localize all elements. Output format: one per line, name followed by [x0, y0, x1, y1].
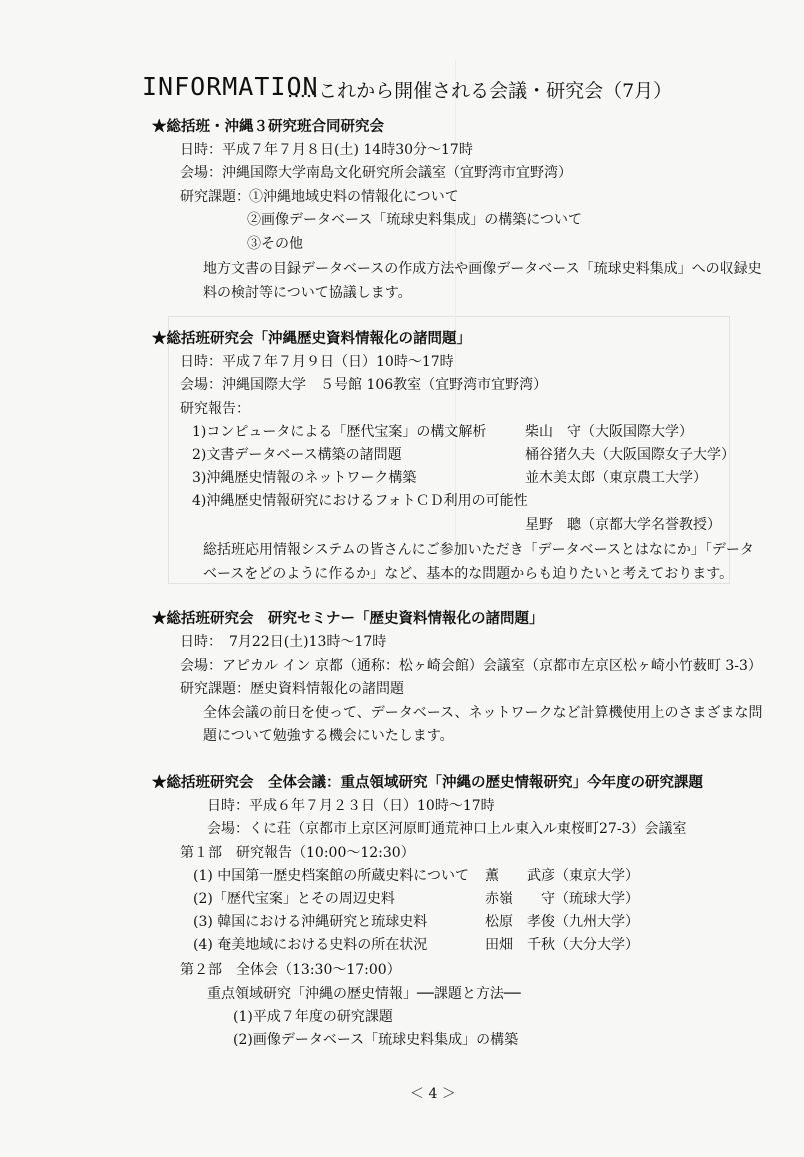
- section4-part1-2-presenter: 赤嶺 守（琉球大学）: [485, 891, 639, 907]
- section2-report-3-presenter: 並木美太郎（東京農工大学）: [525, 470, 707, 486]
- section2-report-4-title: 4)沖縄歴史情報研究におけるフォトＣＤ利用の可能性: [192, 493, 528, 509]
- section4-date: 日時：平成６年７月２３日（日）10時～17時: [207, 798, 495, 814]
- section4-heading: ★総括班研究会 全体会議：重点領域研究「沖縄の歴史情報研究」今年度の研究課題: [152, 774, 703, 791]
- section3-venue: 会場：アピカル イン 京都（通称：松ヶ崎会館）会議室（京都市左京区松ヶ崎小竹薮町 3-3）: [180, 658, 762, 674]
- section4-part1-label: 第１部 研究報告（10:00～12:30）: [180, 845, 415, 861]
- section4-part1-3-title: (3) 韓国における沖縄研究と琉球史料: [193, 914, 428, 930]
- section4-part2-title: 重点領域研究「沖縄の歴史情報」──課題と方法──: [207, 986, 521, 1002]
- section4-part1-1-presenter: 薫 武彦（東京大学）: [485, 868, 639, 884]
- section4-part1-4-presenter: 田畑 千秋（大分大学）: [485, 937, 639, 953]
- section4-part2-label: 第２部 全体会（13:30～17:00）: [180, 962, 401, 978]
- section4-part1-1-title: (1) 中国第一歴史档案館の所蔵史料について: [193, 868, 470, 884]
- section2-report-4-presenter: 星野 聰（京都大学名誉教授）: [525, 517, 721, 533]
- page-number: ＜ 4 ＞: [410, 1086, 456, 1102]
- section2-report-1-presenter: 柴山 守（大阪国際大学）: [525, 424, 693, 440]
- section1-topics-label: 研究課題：: [180, 189, 250, 205]
- header-title-jp: …..これから開催される会議・研究会（7月）: [287, 80, 673, 102]
- section3-desc-2: 題について勉強する機会にいたします。: [203, 728, 454, 744]
- section3-date: 日時： 7月22日(土)13時～17時: [180, 634, 387, 650]
- section3-topic: 研究課題：歴史資料情報化の諸問題: [180, 681, 404, 697]
- section2-report-2-title: 2)文書データベース構築の諸問題: [192, 447, 402, 463]
- section2-report-3-title: 3)沖縄歴史情報のネットワーク構築: [192, 470, 417, 486]
- section1-desc-2: 料の検討等について協議します。: [203, 285, 412, 301]
- section4-part1-4-title: (4) 奄美地域における史料の所在状況: [193, 937, 428, 953]
- section1-desc-1: 地方文書の目録データベースの作成方法や画像データベース「琉球史料集成」への収録史: [203, 261, 762, 277]
- section2-report-label: 研究報告：: [180, 401, 250, 417]
- section4-part2-item-2: (2)画像データベース「琉球史料集成」の構築: [233, 1032, 519, 1048]
- section2-date: 日時：平成７年７月９日（日）10時～17時: [180, 354, 454, 370]
- section1-venue: 会場：沖縄国際大学南島文化研究所会議室（宜野湾市宜野湾）: [180, 165, 572, 181]
- section4-venue: 会場：くに荘（京都市上京区河原町通荒神口上ル東入ル東桜町27-3）会議室: [207, 821, 687, 837]
- section1-topic-2: ②画像データベース「琉球史料集成」の構築について: [247, 212, 583, 228]
- section2-venue: 会場：沖縄国際大学 ５号館 106教室（宜野湾市宜野湾）: [180, 377, 548, 393]
- section1-topic-3: ③その他: [247, 236, 303, 252]
- section3-desc-1: 全体会議の前日を使って、データベース、ネットワークなど計算機使用上のさまざまな問: [203, 705, 763, 721]
- section2-desc-2: ベースをどのように作るか」など、基本的な問題からも迫りたいと考えております。: [203, 566, 734, 582]
- section2-report-2-presenter: 桶谷猪久夫（大阪国際女子大学）: [525, 447, 735, 463]
- section2-report-1-title: 1)コンピュータによる「歴代宝案」の構文解析: [192, 424, 487, 440]
- section1-topic-1: ①沖縄地域史料の情報化について: [249, 189, 459, 205]
- section1-heading: ★総括班・沖縄３研究班合同研究会: [152, 118, 384, 135]
- header-title-en: INFORMATION: [142, 72, 319, 101]
- section4-part1-2-title: (2)「歴代宝案」とその周辺史料: [193, 891, 395, 907]
- section2-heading: ★総括班研究会「沖縄歴史資料情報化の諸問題」: [152, 330, 471, 347]
- section2-desc-1: 総括班応用情報システムの皆さんにご参加いただき「データベースとはなにか」「データ: [203, 542, 754, 558]
- section4-part2-item-1: (1)平成７年度の研究課題: [233, 1009, 393, 1025]
- section4-part1-3-presenter: 松原 孝俊（九州大学）: [485, 914, 639, 930]
- bleed-through-line: [455, 60, 456, 560]
- section1-date: 日時：平成７年７月８日(土) 14時30分～17時: [180, 142, 473, 158]
- section3-heading: ★総括班研究会 研究セミナー「歴史資料情報化の諸問題」: [152, 610, 544, 627]
